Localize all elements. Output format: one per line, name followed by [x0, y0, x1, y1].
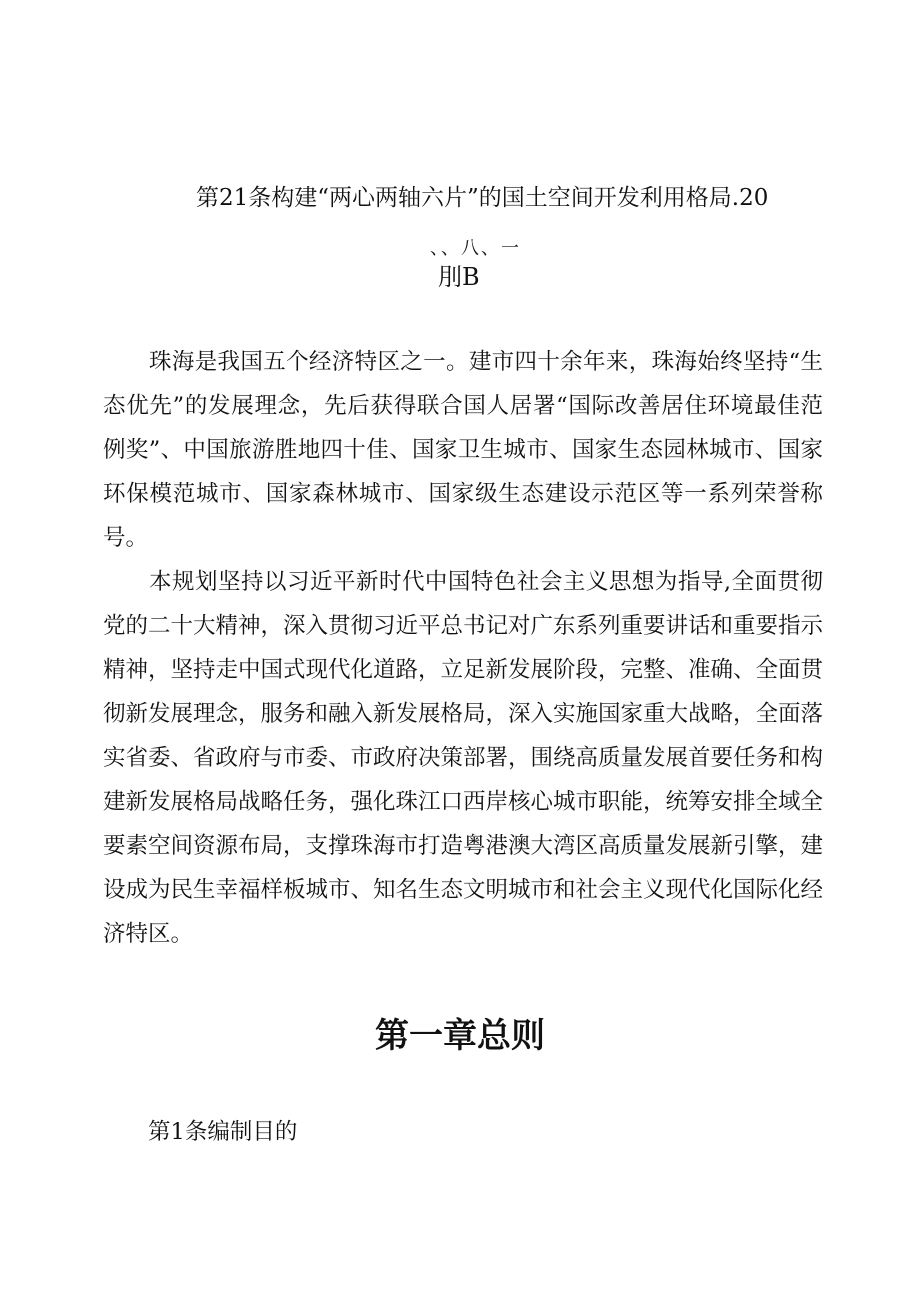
paragraph-guidance: 本规划坚持以习近平新时代中国特色社会主义思想为指导,全面贯彻党的二十大精神，深入贯彻习近平总书记对广东系列重要讲话和重要指示精神，坚持走中国式现代化道路，立足新发展阶段，完整、准确、全面贯彻新发展理念，服务和融入新发展格局，深入实施国家重大战略，全面落实省委、省政府与市委、市政府决策部署，围绕高质量发展首要任务和构建新发展格局战略任务，强化珠江口西岸核心城市职能，统筹安排全域全要素空间资源布局，支撑珠海市打造粤港澳大湾区高质量发展新引擎，建设成为民生幸福样板城市、知名生态文明城市和社会主义现代化国际化经济特区。 — [103, 569, 824, 947]
chapter-title: 第一章总则 — [375, 1016, 545, 1056]
preface-body — [103, 340, 823, 956]
paragraph-intro: 珠海是我国五个经济特区之一。建市四十余年来，珠海始终坚持“生态优先”的发展理念，先后获得联合国人居署“国际改善居住环境最佳范例奖”、中国旅游胜地四十佳、国家卫生城市、国家生态园林城市、国家环保模范城市、国家森林城市、国家级生态建设示范区等一系列荣誉称号。 — [103, 349, 823, 551]
preface-marks: 、、八、一 — [430, 238, 521, 259]
article-title: 第1条编制目的 — [148, 1119, 298, 1145]
preface-title: 刖B — [438, 263, 480, 291]
toc-entry[interactable]: 第21条构建“两心两轴六片”的国土空间开发利用格局.20 — [196, 185, 769, 211]
